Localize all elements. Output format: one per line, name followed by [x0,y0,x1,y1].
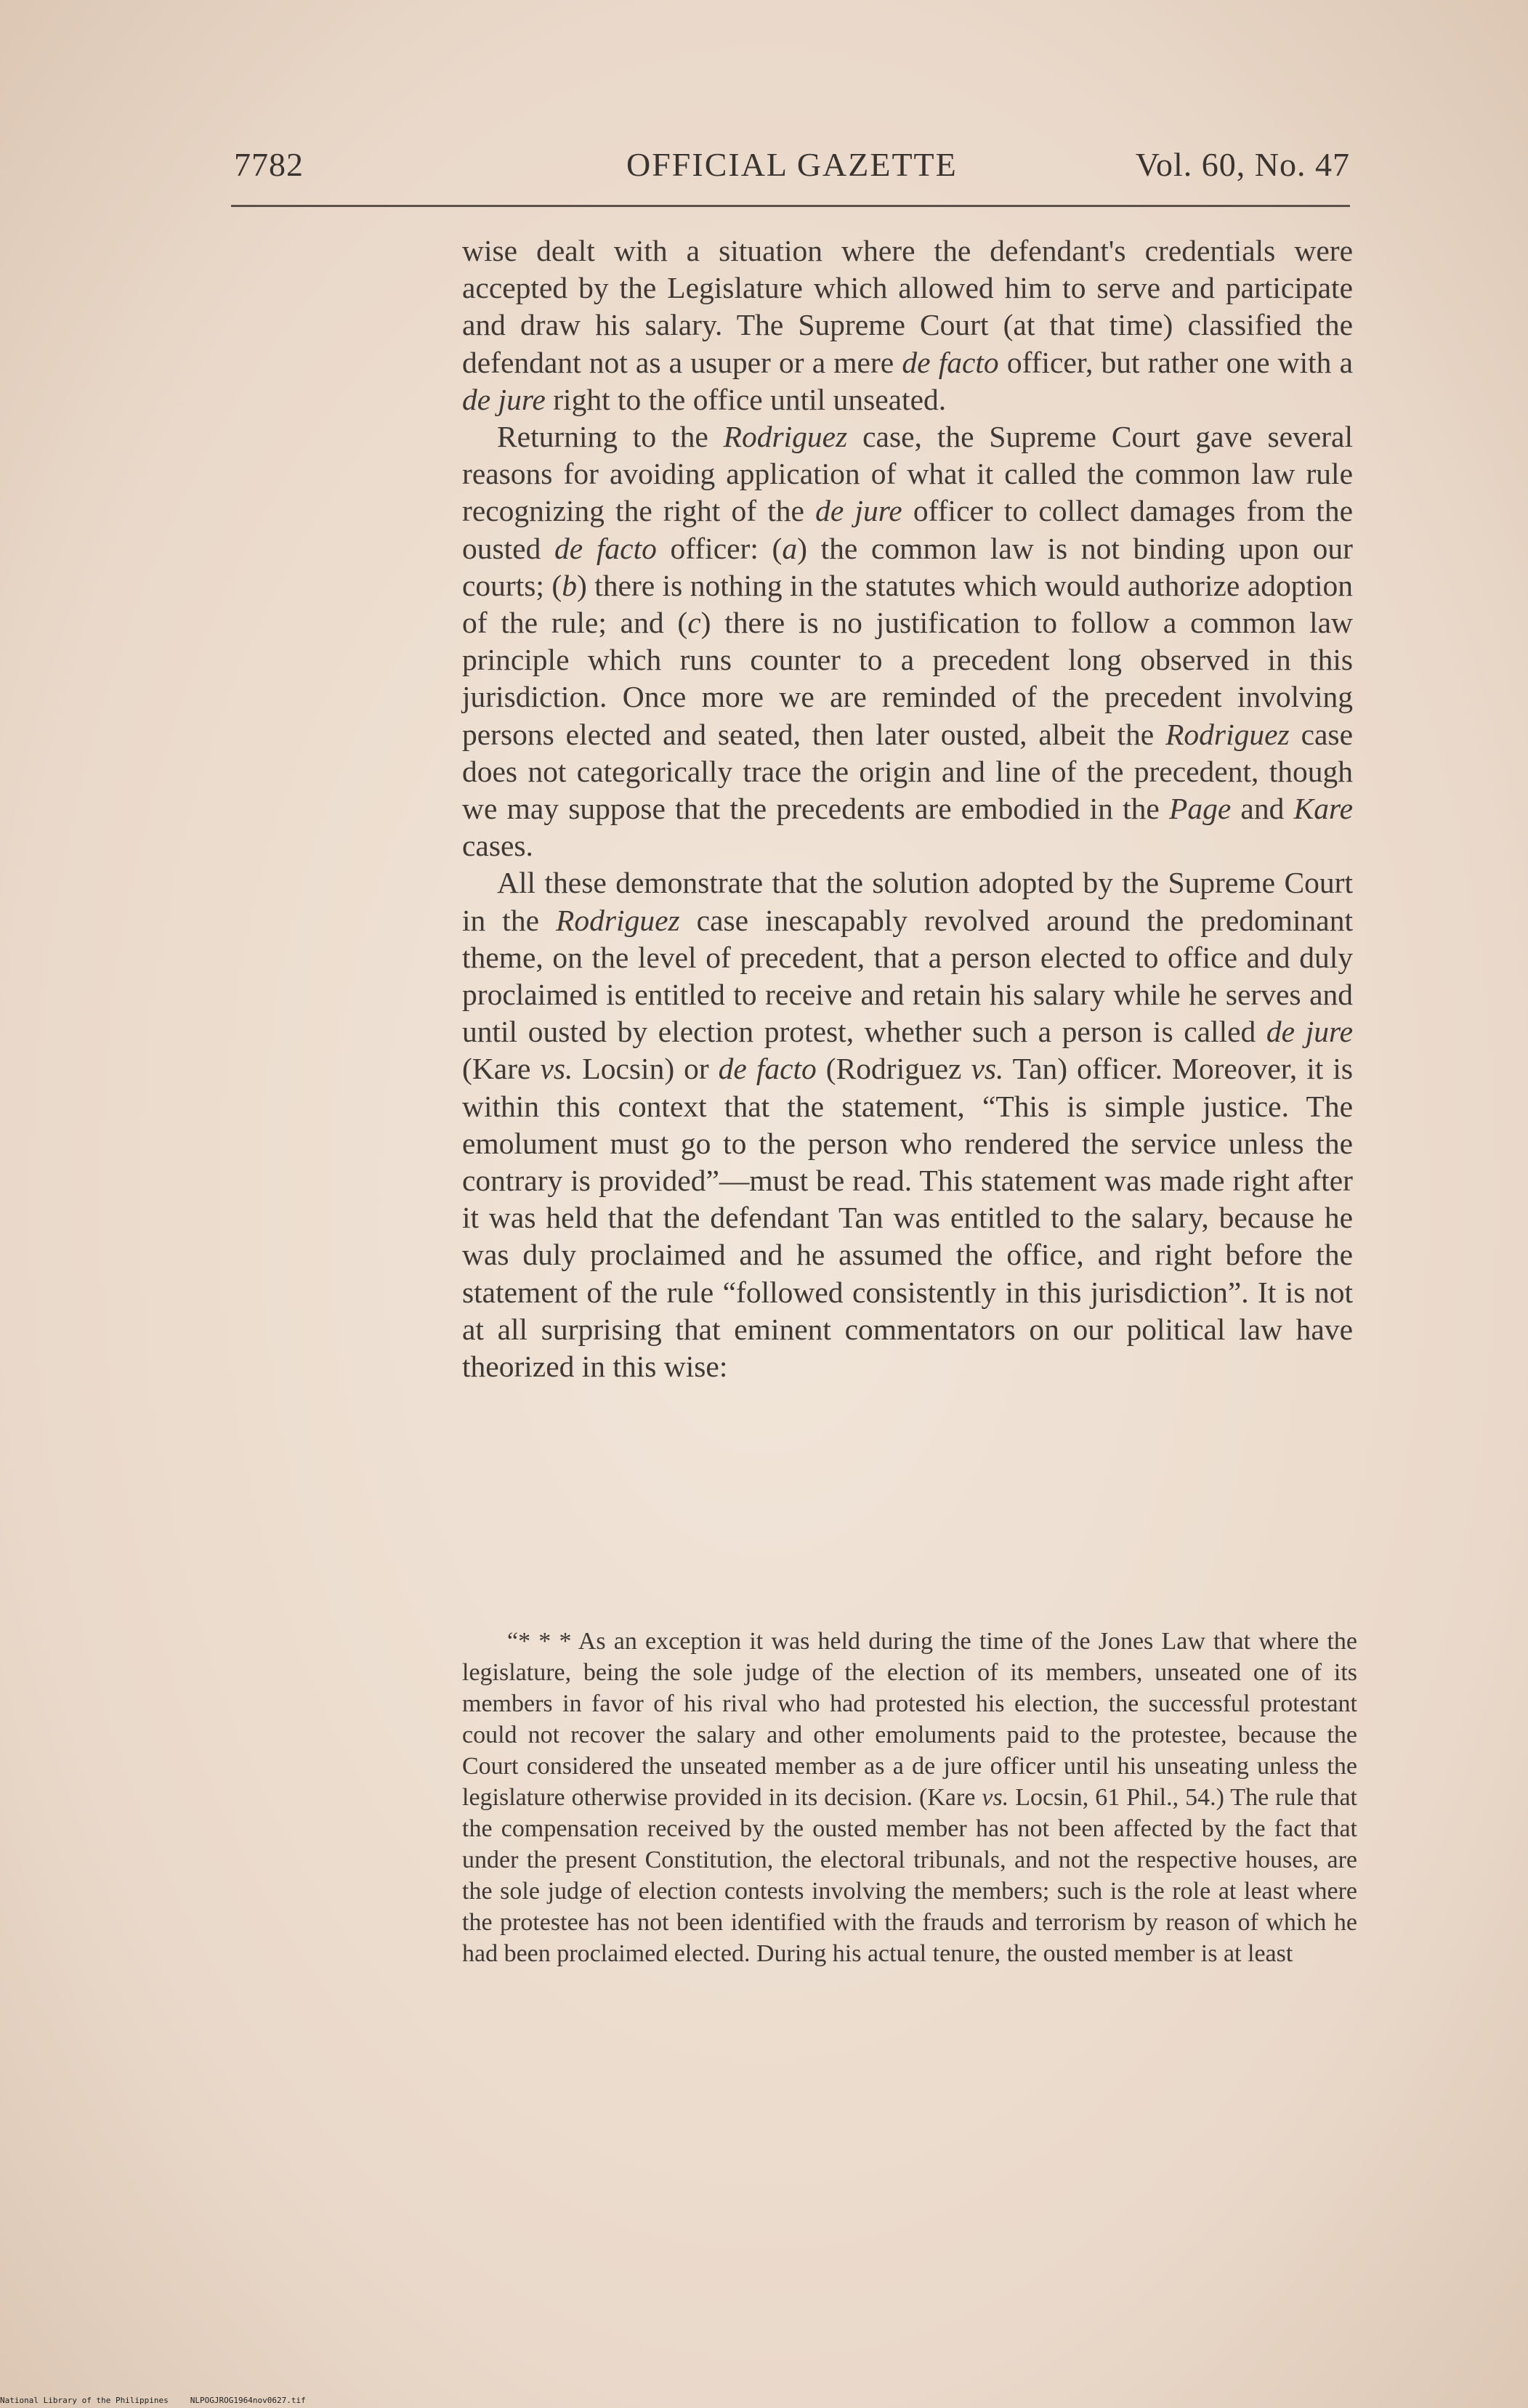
italic-run: vs. [982,1784,1009,1811]
italic-run: b [562,568,577,602]
paragraph-3: All these demonstrate that the solution adopted by the Supreme Court in the Rodriguez case inescapably revolved around the predominant theme, on the level of precedent, that a person elected to office and duly proclaimed is entitled to receive and retain his salary while he serves and until ousted by election protest, whether such a person is called de jure (Kare vs. Locsin) or de facto (Rodriguez vs. Tan) officer. Moreover, it is within this context that the statement, “This is simple justice. The emolument must go to the person who rendered the service unless the contrary is provided”—must be read. This statement was made right after it was held that the defendant Tan was entitled to the salary, because he was duly proclaimed and he assumed the office, and right before the statement of the rule “followed consistently in this jurisdiction”. It is not at all surprising that eminent commentators on our political law have theorized in this wise: [462,866,1354,1384]
block-quote: “* * * As an exception it was held during the time of the Jones Law that where the legislature, being the sole judge of the election of its members, unseated one of its members in favor of his rival who had protested his election, the successful protestant could not recover the salary and other emoluments paid to the protestee, because the Court considered the unseated member as a de jure officer until his unseating unless the legislature otherwise provided in its decision. (Kare vs. Locsin, 61 Phil., 54.) The rule that the compensation received by the ousted member has not been affected by the fact that under the present Constitution, the electoral tribunals, and not the respective houses, are the sole judge of election contests involving the members; such is the role at least where the protestee has not been identified with the frauds and terrorism by reason of which he had been proclaimed elected. During his actual tenure, the ousted member is at least [462,1628,1357,1967]
italic-run: Rodriguez [1165,717,1290,751]
italic-run: Rodriguez [723,420,848,454]
paragraph-2: Returning to the Rodriguez case, the Supreme Court gave several reasons for avoiding application of what it called the common law rule recognizing the right of the de jure officer to collect damages from the ousted de facto officer: (a) the common law is not binding upon our courts; (b) there is nothing in the statutes which would authorize adoption of the rule; and (c) there is no justification to follow a common law principle which runs counter to a precedent long observed in this jurisdiction. Once more we are reminded of the precedent involving persons elected and seated, then later ousted, albeit the Rodriguez case does not categorically trace the origin and line of the precedent, though we may suppose that the precedents are embodied in the Page and Kare cases. [462,420,1354,863]
italic-run: Kare [1293,792,1353,826]
italic-run: Page [1168,792,1232,826]
publication-title: OFFICIAL GAZETTE [626,146,958,183]
italic-run: de facto [902,345,999,379]
footer-filename: NLPOGJROG1964nov0627.tif [190,2396,306,2405]
paragraph-1: wise dealt with a situation where the defendant's credentials were accepted by the Legislature which allowed him to serve and participate and draw his salary. The Supreme Court (at that time) classified the defendant not as a usuper or a mere de facto officer, but rather one with a de jure right to the office until unseated. [462,234,1353,416]
header-rule [231,205,1350,207]
footer-library: National Library of the Philippines [0,2396,169,2405]
italic-run: c [687,606,701,640]
italic-run: de jure [462,382,546,416]
italic-run: de facto [718,1052,817,1086]
italic-run: de jure [1266,1015,1353,1049]
italic-run: vs. [971,1052,1004,1086]
italic-run: vs. [540,1052,573,1086]
italic-run: de facto [554,531,657,565]
italic-run: Rodriguez [556,903,680,937]
body-text [462,232,1353,1385]
page-number: 7782 [234,146,304,183]
italic-run: a [782,531,798,565]
italic-run: de jure [815,494,902,528]
scan-footer [0,2396,328,2405]
page-header [234,145,1350,196]
volume-info: Vol. 60, No. 47 [1135,146,1350,183]
